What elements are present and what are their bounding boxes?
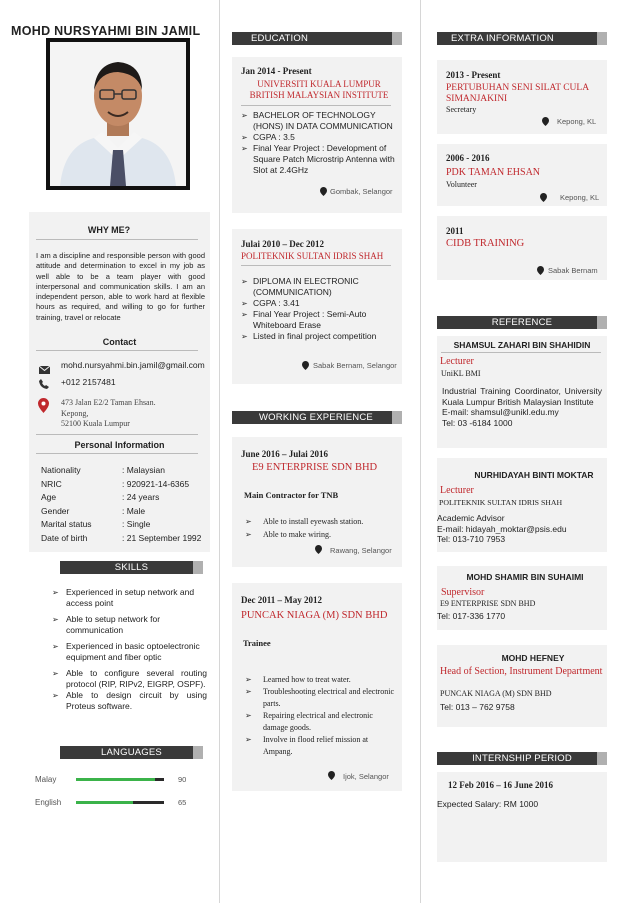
info-value: : Male: [122, 505, 146, 516]
skill-item: ➢ Able to configure several routing protocol (RIP, RIPv2, EIGRP, OSPF).: [52, 668, 207, 690]
skill-item: ➢ Experienced in basic optoelectronic equipment and fiber optic: [52, 641, 207, 663]
extra-location: Kepong, KL: [557, 117, 597, 126]
reference-org: PUNCAK NIAGA (M) SDN BHD: [440, 689, 552, 698]
skill-item: ➢ Able to design circuit by using Proteus software.: [52, 690, 207, 712]
language-score: 65: [178, 798, 187, 807]
language-bar: [76, 801, 164, 804]
work-role: Trainee: [243, 638, 271, 648]
phone-icon: [39, 376, 49, 386]
why-me-title: WHY ME?: [87, 225, 131, 235]
candidate-name: MOHD NURSYAHMI BIN JAMIL: [11, 24, 201, 38]
languages-header: [60, 746, 203, 759]
divider: [36, 239, 198, 240]
phone-text: +012 2157481: [61, 377, 116, 387]
contact-title: Contact: [102, 337, 137, 347]
reference-header: [437, 316, 607, 329]
section-title: EXTRA INFORMATION: [451, 33, 554, 44]
section-title: WORKING EXPERIENCE: [259, 412, 373, 423]
reference-name: SHAMSUL ZAHARI BIN SHAHIDIN: [453, 340, 591, 350]
reference-position: Lecturer: [440, 485, 474, 496]
work-points: [245, 516, 395, 540]
work-point: ➢ Able to install eyewash station.: [245, 516, 395, 527]
info-label: Date of birth: [41, 532, 88, 543]
work-point: ➢ Learned how to treat water.: [245, 674, 395, 686]
language-bar-fill: [76, 778, 155, 781]
extra-role: Volunteer: [446, 180, 477, 189]
skill-item: ➢ Able to setup network for communication: [52, 614, 207, 636]
reference-line: Academic Advisor: [437, 513, 505, 523]
education-period: Julai 2010 – Dec 2012: [241, 239, 324, 249]
location-pin-icon: [540, 193, 547, 202]
education-point: ➢ DIPLOMA IN ELECTRONIC (COMMUNICATION): [241, 276, 397, 298]
location-pin-icon: [328, 771, 335, 780]
info-value: : 920921-14-6365: [122, 478, 190, 489]
section-title: LANGUAGES: [101, 747, 162, 758]
work-location: Ijok, Selangor: [343, 772, 389, 781]
info-label: Age: [41, 492, 57, 502]
work-period: Dec 2011 – May 2012: [241, 595, 322, 605]
work-location: Rawang, Selangor: [330, 546, 392, 555]
map-pin-icon: [38, 398, 49, 413]
reference-details: [437, 513, 603, 545]
location-pin-icon: [302, 361, 309, 370]
extra-period: 2013 - Present: [446, 70, 501, 80]
divider: [36, 434, 198, 435]
language-name: English: [35, 798, 62, 807]
section-title: SKILLS: [114, 562, 149, 573]
envelope-icon: [39, 361, 50, 369]
education-point: ➢ CGPA : 3.41: [241, 298, 397, 309]
extra-org: CIDB TRAINING: [446, 238, 525, 249]
extra-info-header: [437, 32, 607, 45]
work-point: ➢ Able to make wiring.: [245, 529, 395, 540]
column-divider-1: [219, 0, 220, 903]
address-line: 473 Jalan E2/2 Taman Ehsan.: [61, 398, 156, 407]
info-value: : Single: [122, 519, 151, 529]
reference-position: Head of Section, Instrument Department: [440, 666, 603, 677]
reference-org: E9 ENTERPRISE SDN BHD: [440, 599, 536, 608]
education-points: [241, 110, 397, 176]
section-title: EDUCATION: [251, 33, 309, 44]
education-period: Jan 2014 - Present: [241, 66, 312, 76]
info-value: : Malaysian: [122, 465, 165, 475]
reference-line[interactable]: E-mail: hidayah_moktar@psis.edu: [437, 523, 567, 534]
education-institution: UNIVERSITI KUALA LUMPUR BRITISH MALAYSIAN INSTITUTE: [249, 79, 389, 100]
why-me-text: I am a discipline and responsible person with good attitude and determination to excel in my job as well able to be a team player with good interpersonal and communication skills. I am an independent person, able to work hard at flexible hours as required, and willing to go for further training, travel or relocate: [36, 251, 205, 322]
work-point: ➢ Involve in flood relief mission at Ampang.: [245, 734, 395, 758]
address: [61, 398, 156, 430]
address-line: Kepong,: [61, 408, 89, 418]
education-point: ➢ BACHELOR OF TECHNOLOGY (HONS) IN DATA COMMUNICATION: [241, 110, 397, 132]
divider: [241, 265, 391, 266]
profile-photo: [46, 38, 190, 190]
reference-line: Tel: 013-710 7953: [437, 534, 506, 544]
info-label: Nationality: [41, 465, 81, 475]
reference-org: UniKL BMI: [441, 369, 481, 378]
personal-info-table: [39, 463, 203, 546]
section-title: INTERNSHIP PERIOD: [472, 753, 572, 764]
reference-name: NURHIDAYAH BINTI MOKTAR: [474, 470, 594, 480]
email-text[interactable]: mohd.nursyahmi.bin.jamil@gmail.com: [61, 360, 205, 370]
skill-item: ➢ Experienced in setup network and access point: [52, 587, 207, 609]
section-title: REFERENCE: [491, 317, 553, 328]
skills-header: [60, 561, 203, 574]
work-header: [232, 411, 402, 424]
reference-line: Tel: 017-336 1770: [437, 611, 506, 621]
expected-salary: Expected Salary: RM 1000: [437, 799, 539, 809]
table-row: [41, 465, 201, 477]
internship-period: 12 Feb 2016 – 16 June 2016: [448, 780, 554, 790]
extra-period: 2006 - 2016: [446, 153, 490, 163]
reference-line: Industrial Training Coordinator, University Kuala Lumpur British Malaysian Institute: [442, 386, 602, 407]
divider: [36, 350, 198, 351]
reference-position: Lecturer: [440, 356, 474, 367]
table-row: [41, 479, 201, 491]
work-company: E9 ENTERPRISE SDN BHD: [252, 462, 378, 473]
internship-header: [437, 752, 607, 765]
language-score: 90: [178, 775, 187, 784]
extra-period: 2011: [446, 226, 464, 236]
skills-list: [52, 587, 207, 712]
info-label: Marital status: [41, 519, 92, 529]
table-row: [41, 506, 201, 518]
work-company: PUNCAK NIAGA (M) SDN BHD: [241, 610, 388, 621]
extra-location: Kepong, KL: [560, 193, 600, 202]
work-point: ➢ Troubleshooting electrical and electronic parts.: [245, 686, 395, 710]
education-points: [241, 276, 397, 342]
education-point: ➢ Listed in final project competition: [241, 331, 397, 342]
table-row: [41, 492, 201, 504]
location-pin-icon: [542, 117, 549, 126]
info-value: : 21 September 1992: [122, 532, 202, 543]
reference-line[interactable]: E-mail: shamsul@unikl.edu.my: [442, 407, 559, 417]
reference-org: POLITEKNIK SULTAN IDRIS SHAH: [439, 498, 563, 507]
column-divider-2: [420, 0, 421, 903]
education-point: ➢ CGPA : 3.5: [241, 132, 397, 143]
reference-position: Supervisor: [441, 587, 485, 598]
table-row: [41, 519, 201, 531]
language-bar: [76, 778, 164, 781]
extra-org: PDK TAMAN EHSAN: [446, 167, 541, 178]
extra-role: Secretary: [446, 105, 477, 114]
education-location: Sabak Bernam, Selangor: [313, 361, 397, 370]
reference-name: MOHD SHAMIR BIN SUHAIMI: [466, 572, 584, 582]
education-point: ➢ Final Year Project : Semi-Auto Whiteboard Erase: [241, 309, 397, 331]
language-name: Malay: [35, 775, 57, 784]
personal-info-title: Personal Information: [74, 440, 165, 450]
divider: [241, 105, 391, 106]
divider: [36, 453, 198, 454]
reference-line: Tel: 03 -6184 1000: [442, 417, 513, 428]
language-bar-fill: [76, 801, 133, 804]
reference-details: [442, 386, 602, 428]
info-value: : 24 years: [122, 492, 160, 502]
info-label: NRIC: [41, 478, 62, 489]
education-header: [232, 32, 402, 45]
reference-line: Tel: 013 – 762 9758: [440, 702, 515, 712]
work-role: Main Contractor for TNB: [244, 490, 339, 500]
work-point: ➢ Repairing electrical and electronic damage goods.: [245, 710, 395, 734]
work-period: June 2016 – Julai 2016: [241, 449, 329, 459]
education-point: ➢ Final Year Project : Development of Square Patch Microstrip Antenna with Slot at 2.4GHz: [241, 143, 397, 176]
divider: [441, 352, 601, 353]
info-label: Gender: [41, 505, 70, 516]
extra-org: PERTUBUHAN SENI SILAT CULA SIMANJAKINI: [446, 83, 589, 104]
education-institution: POLITEKNIK SULTAN IDRIS SHAH: [241, 251, 384, 261]
extra-location: Sabak Bernam: [548, 266, 598, 275]
location-pin-icon: [320, 187, 327, 196]
reference-name: MOHD HEFNEY: [501, 653, 565, 663]
work-points: [245, 674, 395, 758]
education-location: Gombak, Selangor: [330, 187, 393, 196]
table-row: [41, 533, 201, 545]
location-pin-icon: [537, 266, 544, 275]
location-pin-icon: [315, 545, 322, 554]
address-line: 52100 Kuala Lumpur: [61, 419, 130, 428]
